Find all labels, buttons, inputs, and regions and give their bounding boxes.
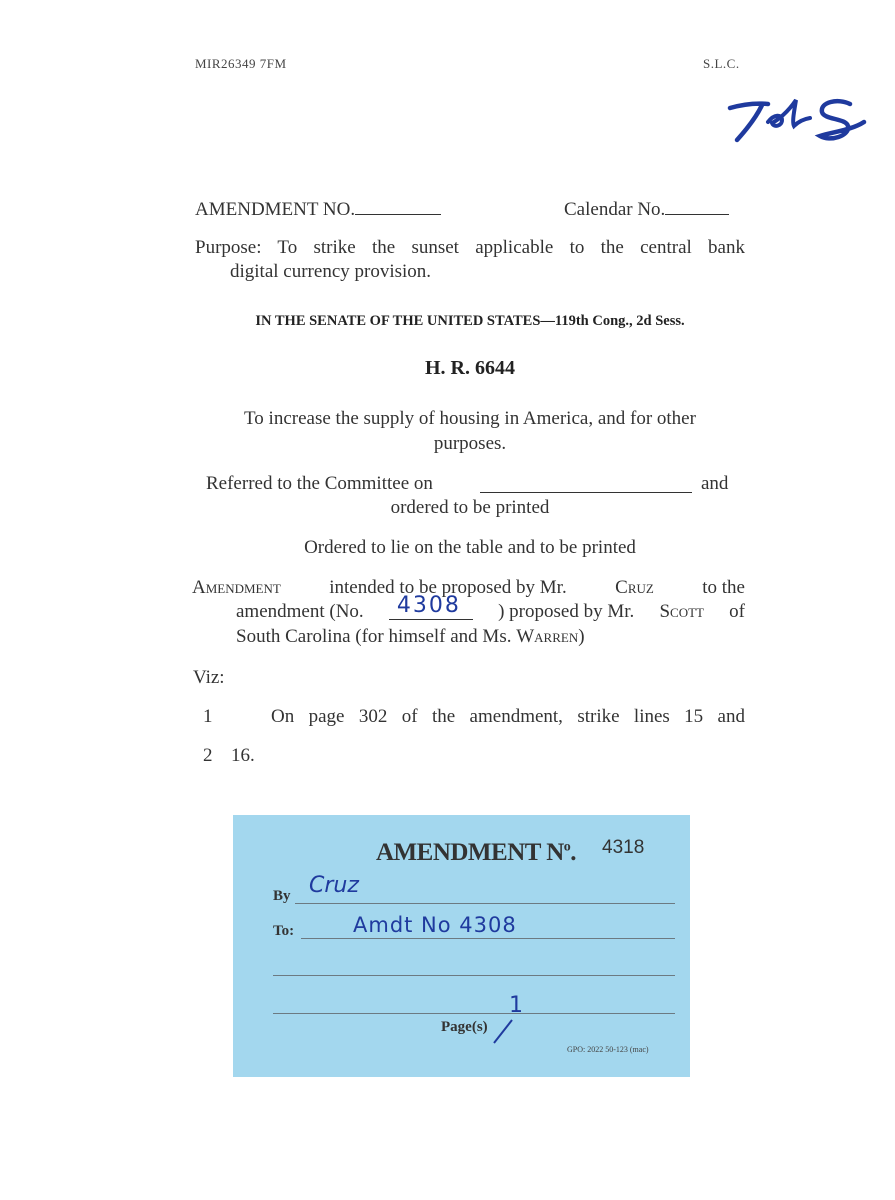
intended-text: intended to be proposed by Mr. [329, 577, 567, 598]
line3-start: South Carolina (for himself and Ms. [236, 626, 512, 647]
line2-end: of [729, 601, 745, 622]
amendment-intended-line-2 [236, 593, 745, 623]
card-number: 4318 [602, 837, 645, 858]
page-strike-mark [491, 1017, 515, 1047]
calendar-no-label: Calendar No. [564, 199, 666, 220]
card-title-dot: . [570, 839, 577, 866]
sponsor-cruz: Cruz [615, 577, 654, 598]
amendment-no-text: amendment (No. [236, 601, 364, 622]
calendar-no-field [564, 198, 729, 221]
body-line-2: 16. [231, 745, 255, 766]
purpose-line-2: digital currency provision. [230, 261, 432, 282]
card-page-value: 1 [509, 993, 523, 1018]
cosponsor-warren: Warren [516, 626, 579, 647]
proposed-by-text: ) proposed by Mr. [498, 601, 635, 622]
senate-session-line: IN THE SENATE OF THE UNITED STATES—119th Cong., 2d Sess. [255, 313, 685, 329]
committee-blank [480, 476, 692, 493]
amendment-no-field [195, 198, 441, 221]
slc-label: S.L.C. [703, 56, 740, 71]
body-line-1: On page 302 of the amendment, strike lines 15 and [271, 706, 745, 727]
card-by-label: By [273, 888, 291, 904]
bill-title-line-2: purposes. [433, 433, 507, 454]
amendment-lead: Amendment [192, 577, 281, 598]
amendment-intended-line-3 [236, 626, 585, 648]
card-gpo-text: GPO: 2022 50-123 (mac) [567, 1045, 649, 1054]
referenced-amendment-blank [389, 593, 473, 620]
card-by-line [295, 903, 675, 904]
line1-end: to the [702, 577, 745, 598]
bill-number: H. R. 6644 [425, 357, 515, 379]
referred-line-2: ordered to be printed [390, 497, 550, 518]
amendment-no-blank [355, 198, 441, 215]
ordered-line: Ordered to lie on the table and to be printed [304, 537, 636, 558]
purpose-line-1: Purpose: To strike the sunset applicable to the central bank [195, 237, 745, 258]
card-title [376, 839, 576, 867]
card-to-label: To: [273, 923, 295, 939]
amendment-card [233, 815, 690, 1077]
viz-label: Viz: [193, 667, 225, 688]
line3-end: ) [578, 626, 585, 647]
card-title-sup: o [563, 839, 571, 855]
referred-line-end: and [701, 473, 729, 494]
card-blank-line-1 [273, 975, 675, 976]
referred-line-start: Referred to the Committee on [206, 473, 433, 494]
line-number-2: 2 [203, 745, 213, 766]
calendar-no-blank [665, 198, 729, 215]
card-page-label: Page(s) [441, 1019, 488, 1035]
handwritten-amendment-no: 4308 [396, 593, 461, 618]
sponsor-scott: Scott [659, 601, 704, 622]
amendment-no-label: AMENDMENT NO. [195, 199, 356, 220]
document-id: MIR26349 7FM [195, 56, 287, 71]
handwritten-signature [722, 92, 872, 152]
bill-title-line-1: To increase the supply of housing in America, and for other [244, 408, 696, 429]
card-by-value: Cruz [309, 873, 359, 898]
card-blank-line-2 [273, 1013, 675, 1014]
amendment-intended-line-1 [192, 577, 745, 599]
card-to-value: Amdt No 4308 [353, 913, 517, 937]
card-title-text: AMENDMENT N [376, 839, 564, 866]
card-to-line [301, 938, 675, 939]
line-number-1: 1 [203, 706, 213, 727]
